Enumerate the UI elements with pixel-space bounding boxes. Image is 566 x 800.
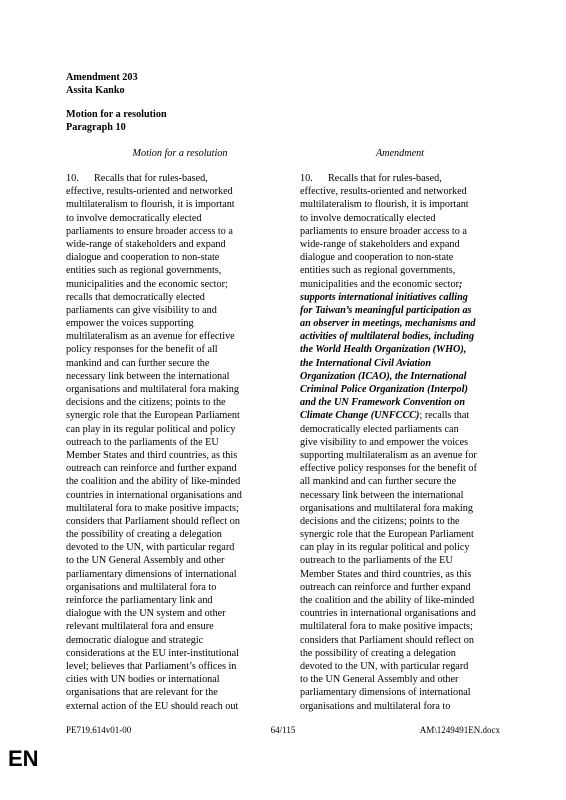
left-column-heading: Motion for a resolution (132, 148, 228, 159)
text-line (300, 409, 505, 422)
amendment-insertion: for Taiwan’s meaningful participation as (300, 304, 472, 316)
text-segment: parliaments to ensure broader access to a (300, 225, 467, 237)
text-line (300, 647, 505, 660)
text-segment: multilateralism to flourish, it is important (300, 199, 469, 211)
text-line: organisations and multilateral fora making (66, 384, 239, 395)
text-line: recalls that democratically elected (66, 291, 205, 303)
text-line: parliaments can give visibility to and (66, 304, 217, 316)
text-line: considerations at the EU inter-institutional (66, 647, 239, 659)
text-line (300, 489, 505, 502)
text-segment: synergic role that the European Parliament (300, 529, 474, 541)
text-line: organisations and multilateral fora to (66, 581, 217, 593)
text-segment: parliamentary dimensions of international (300, 687, 471, 699)
text-line (300, 700, 505, 713)
text-line (300, 330, 505, 343)
text-line: the possibility of creating a delegation (66, 529, 222, 541)
text-segment: organisations and multilateral fora to (300, 700, 451, 712)
paragraph-label: Paragraph 10 (66, 122, 126, 133)
amendment-text-column (300, 172, 505, 713)
text-line: municipalities and the economic sector; (66, 278, 228, 290)
text-line (300, 212, 505, 225)
text-segment: multilateral fora to make positive impacts; (300, 621, 473, 633)
amendment-insertion: the International Civil Aviation (300, 357, 432, 369)
text-line: relevant multilateral fora and ensure (66, 621, 214, 633)
text-line: effective, results-oriented and networked (66, 186, 233, 198)
text-segment: give visibility to and empower the voices (300, 436, 469, 448)
text-line: synergic role that the European Parliament (66, 410, 240, 422)
text-line: Member States and third countries, as this (66, 449, 238, 461)
text-line (300, 634, 505, 647)
text-line: level; believes that Parliament’s offices in (66, 660, 237, 672)
text-segment: devoted to the UN, with particular regard (300, 660, 469, 672)
text-line: dialogue and cooperation to non-state (66, 252, 220, 264)
text-line (300, 304, 505, 317)
amendment-insertion: the World Health Organization (WHO), (300, 344, 467, 356)
text-segment: Member States and third countries, as this (300, 568, 472, 580)
page-footer (66, 725, 500, 737)
text-line: outreach to the parliaments of the EU (66, 436, 219, 448)
text-line (300, 436, 505, 449)
text-line (300, 449, 505, 462)
text-segment: countries in international organisations and (300, 608, 476, 620)
text-line: democratic dialogue and strategic (66, 634, 204, 646)
amendment-number: Amendment 203 (66, 72, 138, 83)
amendment-insertion: Criminal Police Organization (Interpol) (300, 384, 468, 395)
text-line (300, 581, 505, 594)
text-line: external action of the EU should reach out (66, 700, 239, 712)
text-line (300, 554, 505, 567)
text-line: empower the voices supporting (66, 318, 194, 330)
text-line (300, 541, 505, 554)
text-line (300, 264, 505, 277)
text-segment: decisions and the citizens; points to the (300, 515, 460, 527)
text-line (300, 198, 505, 211)
text-line: reinforce the parliamentary link and (66, 595, 213, 606)
text-line: considers that Parliament should reflect on (66, 515, 240, 527)
text-line (300, 620, 505, 633)
text-segment: can play in its regular political and policy (300, 542, 470, 554)
text-segment: all mankind and can further secure the (300, 476, 457, 488)
text-segment: 10. Recalls that for rules-based, (300, 173, 442, 184)
text-line (300, 383, 505, 396)
text-segment: supporting multilateralism as an avenue for (300, 449, 477, 461)
text-line (300, 502, 505, 515)
file-name: AM\1249491EN.docx (419, 725, 500, 735)
text-line: parliamentary dimensions of international (66, 568, 237, 580)
text-line: dialogue with the UN system and other (66, 608, 226, 620)
text-segment: the coalition and the ability of like-minded (300, 595, 475, 606)
text-segment: organisations and multilateral fora making (300, 502, 473, 514)
text-line: countries in international organisations and (66, 489, 242, 501)
text-line: entities such as regional governments, (66, 265, 222, 277)
text-segment: necessary link between the international (300, 489, 464, 501)
text-line: multilateral fora to make positive impacts; (66, 502, 239, 514)
text-line: multilateralism as an avenue for effective (66, 331, 235, 343)
amendment-insertion: supports international initiatives calling (300, 291, 468, 303)
text-segment: effective, results-oriented and networked (300, 186, 467, 198)
text-segment: ; recalls that (419, 410, 470, 422)
text-line (300, 291, 505, 304)
text-segment: municipalities and the economic sector (300, 278, 459, 290)
text-segment: outreach can reinforce and further expand (300, 581, 471, 593)
text-line: mankind and can further secure the (66, 357, 210, 369)
text-line (300, 475, 505, 488)
text-segment: entities such as regional governments, (300, 265, 456, 277)
original-text-column (66, 172, 294, 713)
text-line (300, 660, 505, 673)
text-line (300, 343, 505, 356)
text-line (300, 423, 505, 436)
text-line: parliaments to ensure broader access to a (66, 225, 233, 237)
text-line: to involve democratically elected (66, 212, 202, 224)
author-name: Assita Kanko (66, 85, 125, 96)
page-number: 64/115 (270, 725, 296, 735)
text-line (300, 172, 505, 185)
text-line (300, 251, 505, 264)
text-line: necessary link between the international (66, 370, 230, 382)
text-line: cities with UN bodies or international (66, 674, 220, 686)
text-segment: effective policy responses for the benefit of (300, 463, 477, 475)
text-line (300, 357, 505, 370)
text-line (300, 686, 505, 699)
text-line: outreach can reinforce and further expand (66, 463, 237, 475)
text-line: 10. Recalls that for rules-based, (66, 173, 208, 184)
text-line (300, 515, 505, 528)
amendment-insertion: an observer in meetings, mechanisms and (300, 318, 476, 330)
document-header (66, 71, 167, 134)
text-line (300, 370, 505, 383)
amendment-insertion: and the UN Framework Convention on (300, 397, 466, 409)
text-line (300, 225, 505, 238)
text-line: decisions and the citizens; points to the (66, 397, 226, 409)
text-line: devoted to the UN, with particular regard (66, 542, 235, 554)
text-line: organisations that are relevant for the (66, 687, 218, 699)
text-segment: considers that Parliament should reflect on (300, 634, 474, 646)
amendment-insertion: ; (459, 278, 463, 290)
text-segment: to the UN General Assembly and other (300, 674, 459, 686)
text-line (300, 607, 505, 620)
right-column-heading: Amendment (375, 148, 425, 159)
text-line: to the UN General Assembly and other (66, 555, 225, 567)
motion-label: Motion for a resolution (66, 109, 167, 120)
amendment-insertion: Organization (ICAO), the International (300, 370, 467, 382)
text-line (300, 185, 505, 198)
text-line (300, 317, 505, 330)
document-reference: PE719.614v01-00 (66, 725, 132, 735)
text-line (300, 673, 505, 686)
language-code: EN (8, 746, 39, 771)
text-line (300, 528, 505, 541)
amendment-insertion: Climate Change (UNFCCC) (300, 410, 420, 422)
text-segment: the possibility of creating a delegation (300, 647, 456, 659)
text-segment: democratically elected parliaments can (300, 423, 459, 435)
text-segment: wide-range of stakeholders and expand (300, 238, 460, 250)
text-segment: outreach to the parliaments of the EU (300, 555, 453, 567)
text-line: wide-range of stakeholders and expand (66, 238, 226, 250)
text-line (300, 462, 505, 475)
text-line (300, 396, 505, 409)
text-line: the coalition and the ability of like-minded (66, 476, 241, 488)
text-line (300, 278, 505, 291)
text-line (300, 238, 505, 251)
text-line (300, 568, 505, 581)
text-line: policy responses for the benefit of all (66, 344, 218, 356)
amendment-insertion: activities of multilateral bodies, including (300, 331, 475, 343)
text-line (300, 594, 505, 607)
text-segment: to involve democratically elected (300, 212, 436, 224)
text-segment: dialogue and cooperation to non-state (300, 252, 454, 264)
text-line: multilateralism to flourish, it is important (66, 199, 235, 211)
text-line: can play in its regular political and policy (66, 423, 236, 435)
